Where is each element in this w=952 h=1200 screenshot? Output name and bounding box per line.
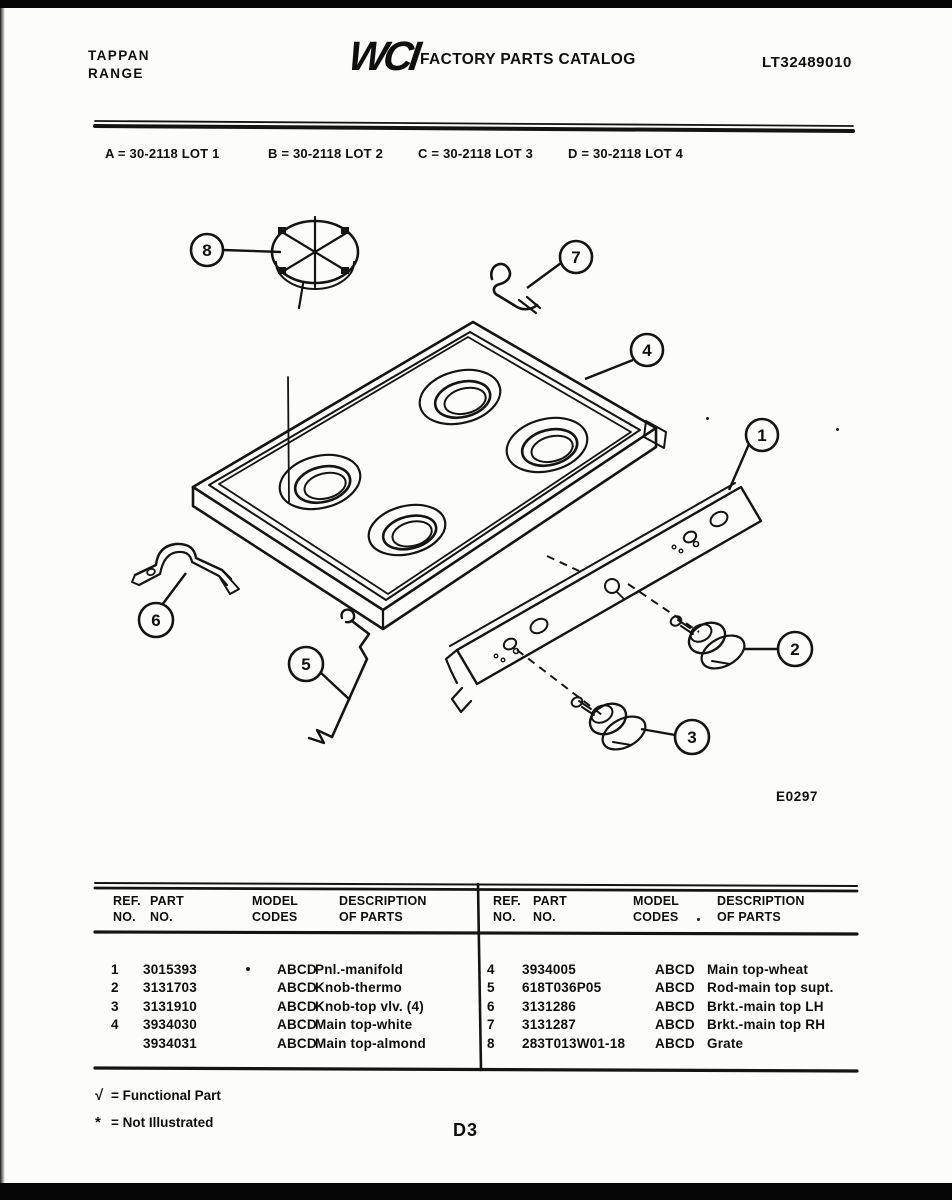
main-top-drawing [193,322,666,629]
callout-8 [191,234,281,266]
manifold-panel-drawing [446,483,761,715]
footnote-functional: √ = Functional Part [95,1087,221,1104]
svg-text:3: 3 [687,728,697,747]
col-header-ref: REF. NO. [493,894,521,924]
clip-drawing [491,264,540,313]
brand-line-2: RANGE [88,66,144,81]
table-row: 2 3131703 ABCD Knob-thermo [111,980,402,996]
publication-number: LT32489010 [762,54,852,71]
brand-line-1: TAPPAN [88,48,150,63]
catalog-title: FACTORY PARTS CATALOG [420,51,636,68]
table-row: 3934031 ABCD Main top-almond [143,1035,426,1051]
asterisk-symbol: * [95,1114,101,1131]
callout-6 [139,573,186,637]
callout-4 [585,334,663,379]
svg-text:5: 5 [301,655,311,674]
table-row: 1 3015393 ABCD Pnl.-manifold [111,962,404,977]
callout-7 [527,241,592,288]
table-row: 4 3934005 ABCD Main top-wheat [487,962,809,977]
model-lot-d: D = 30-2118 LOT 4 [568,146,684,161]
burner-opening [414,362,506,432]
svg-text:6: 6 [151,611,161,630]
callout-5 [289,647,350,700]
table-row: 7 3131287 ABCD Brkt.-main top RH [487,1017,826,1033]
model-lot-a: A = 30-2118 LOT 1 [105,146,220,161]
col-header-desc: DESCRIPTION OF PARTS [717,894,805,924]
col-header-model: MODEL CODES [252,894,299,924]
bracket-drawing [132,544,239,594]
burner-opening [363,497,450,562]
col-header-model: MODEL CODES [633,894,680,924]
callout-3 [641,720,709,754]
wci-logo: WCI [345,33,421,79]
model-lot-b: B = 30-2118 LOT 2 [268,146,384,161]
footnote-not-illustrated: * = Not Illustrated [95,1114,214,1131]
knob-drawing-3 [570,695,651,756]
table-header-right [480,893,860,925]
svg-text:8: 8 [202,241,212,260]
parts-table-right [480,961,858,1053]
grate-drawing [272,217,358,308]
callout-1 [729,419,778,490]
parts-table-left [95,961,478,1053]
table-header-left [95,893,478,925]
col-header-part: PART NO. [533,894,567,924]
model-lot-c: C = 30-2118 LOT 3 [418,146,534,161]
svg-text:4: 4 [642,341,652,360]
table-row: 4 3934030 ABCD Main top-white [111,1017,413,1033]
svg-text:1: 1 [757,426,767,445]
col-header-ref: REF. NO. [113,894,141,924]
page-number: D3 [453,1120,479,1140]
table-row: 6 3131286 ABCD Brkt.-main top LH [487,998,824,1014]
table-row: 5 618T036P05 ABCD Rod-main top supt. [487,980,834,996]
col-header-desc: DESCRIPTION OF PARTS [339,894,427,924]
table-row: 3 3131910 ABCD Knob-top vlv. (4) [111,998,424,1014]
svg-text:7: 7 [571,248,581,267]
header-rule [95,121,853,131]
table-row: 8 283T013W01-18 ABCD Grate [487,1035,744,1051]
check-symbol: √ [95,1087,104,1104]
col-header-part: PART NO. [150,894,184,924]
svg-text:2: 2 [790,640,800,659]
knob-drawing-2 [669,614,750,675]
callout-2 [744,632,812,666]
drawing-code: E0297 [776,789,819,804]
